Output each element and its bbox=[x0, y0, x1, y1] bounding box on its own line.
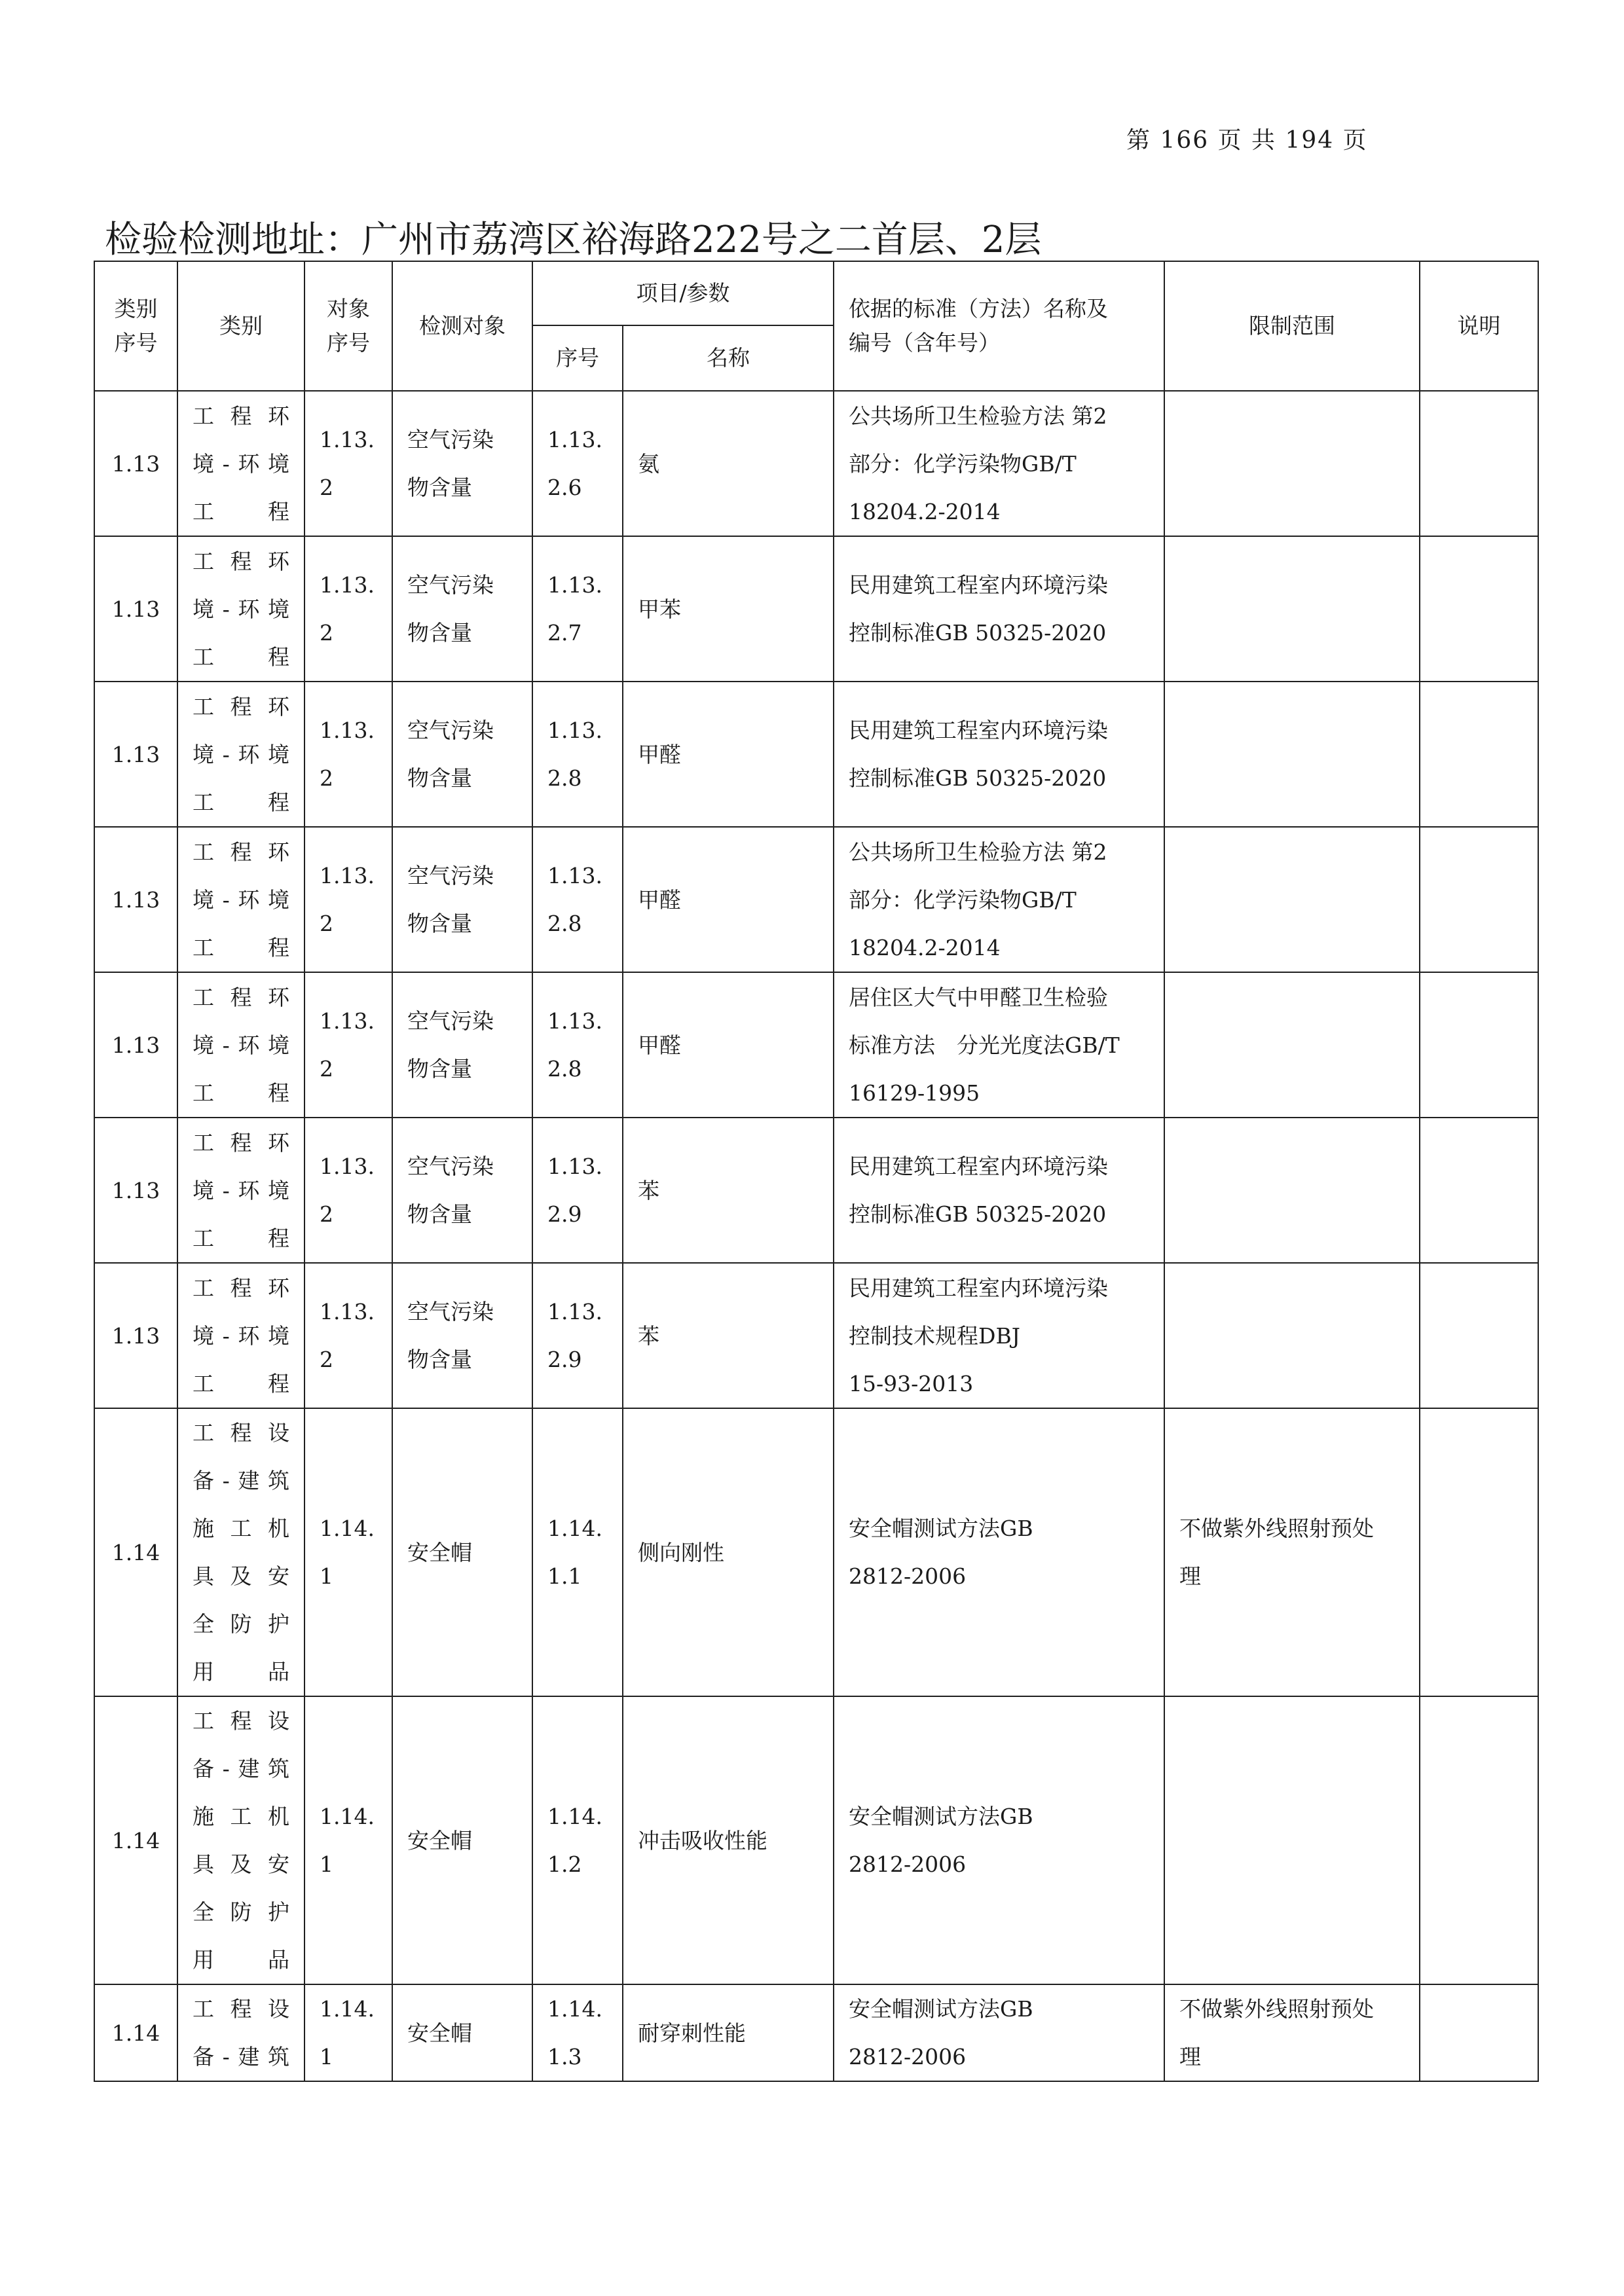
header-standard: 依据的标准（方法）名称及 编号（含年号） bbox=[834, 261, 1164, 391]
row-category: 工程环 境-环境 工程 bbox=[177, 972, 304, 1118]
row-item-no: 1.13. 2.9 bbox=[532, 1118, 623, 1263]
row-note bbox=[1420, 391, 1538, 536]
row-category: 工程环 境-环境 工程 bbox=[177, 536, 304, 682]
header-object: 检测对象 bbox=[392, 261, 532, 391]
row-item-no: 1.13. 2.6 bbox=[532, 391, 623, 536]
row-note bbox=[1420, 1263, 1538, 1408]
testing-address: 检验检测地址：广州市荔湾区裕海路222号之二首层、2层 bbox=[105, 219, 1042, 261]
row-obj-no: 1.13. 2 bbox=[304, 536, 392, 682]
row-note bbox=[1420, 1984, 1538, 2081]
table-row bbox=[94, 827, 1538, 972]
row-object: 安全帽 bbox=[392, 1984, 532, 2081]
row-cat-no: 1.14 bbox=[94, 1408, 177, 1696]
row-limit bbox=[1164, 536, 1420, 682]
row-limit: 不做紫外线照射预处 理 bbox=[1164, 1408, 1420, 1696]
row-obj-no: 1.14. 1 bbox=[304, 1696, 392, 1984]
table-row bbox=[94, 1984, 1538, 2081]
table-row bbox=[94, 1118, 1538, 1263]
row-item-name: 冲击吸收性能 bbox=[623, 1696, 834, 1984]
table-row bbox=[94, 1408, 1538, 1696]
row-object: 安全帽 bbox=[392, 1696, 532, 1984]
row-note bbox=[1420, 1696, 1538, 1984]
row-note bbox=[1420, 972, 1538, 1118]
row-object: 空气污染 物含量 bbox=[392, 536, 532, 682]
row-standard: 公共场所卫生检验方法 第2 部分：化学污染物GB/T 18204.2-2014 bbox=[834, 827, 1164, 972]
row-item-no: 1.14. 1.1 bbox=[532, 1408, 623, 1696]
row-category: 工程环 境-环境 工程 bbox=[177, 1118, 304, 1263]
row-standard: 安全帽测试方法GB 2812-2006 bbox=[834, 1696, 1164, 1984]
row-note bbox=[1420, 827, 1538, 972]
table-row bbox=[94, 1696, 1538, 1984]
row-category: 工程环 境-环境 工程 bbox=[177, 827, 304, 972]
scope-table bbox=[94, 261, 1539, 2082]
row-category: 工程设 备-建筑 施工机 具及安 全防护 用品 bbox=[177, 1696, 304, 1984]
row-object: 空气污染 物含量 bbox=[392, 1118, 532, 1263]
row-item-name: 耐穿刺性能 bbox=[623, 1984, 834, 2081]
row-cat-no: 1.13 bbox=[94, 391, 177, 536]
row-item-no: 1.13. 2.9 bbox=[532, 1263, 623, 1408]
header-obj-no: 对象 序号 bbox=[304, 261, 392, 391]
row-limit bbox=[1164, 1118, 1420, 1263]
row-obj-no: 1.14. 1 bbox=[304, 1408, 392, 1696]
row-object: 空气污染 物含量 bbox=[392, 682, 532, 827]
table-row bbox=[94, 536, 1538, 682]
header-cat-no: 类别 序号 bbox=[94, 261, 177, 391]
row-object: 空气污染 物含量 bbox=[392, 391, 532, 536]
row-object: 空气污染 物含量 bbox=[392, 827, 532, 972]
row-item-name: 苯 bbox=[623, 1118, 834, 1263]
row-category: 工程环 境-环境 工程 bbox=[177, 391, 304, 536]
row-cat-no: 1.13 bbox=[94, 682, 177, 827]
row-item-no: 1.13. 2.8 bbox=[532, 972, 623, 1118]
row-note bbox=[1420, 1408, 1538, 1696]
row-obj-no: 1.13. 2 bbox=[304, 1263, 392, 1408]
header-item-no: 序号 bbox=[532, 325, 623, 391]
row-obj-no: 1.14. 1 bbox=[304, 1984, 392, 2081]
row-category: 工程设 备-建筑 bbox=[177, 1984, 304, 2081]
row-obj-no: 1.13. 2 bbox=[304, 682, 392, 827]
table-row bbox=[94, 1263, 1538, 1408]
row-category: 工程环 境-环境 工程 bbox=[177, 1263, 304, 1408]
row-item-name: 甲醛 bbox=[623, 972, 834, 1118]
row-cat-no: 1.13 bbox=[94, 972, 177, 1118]
row-limit bbox=[1164, 682, 1420, 827]
row-item-no: 1.13. 2.7 bbox=[532, 536, 623, 682]
row-note bbox=[1420, 682, 1538, 827]
row-standard: 民用建筑工程室内环境污染 控制标准GB 50325-2020 bbox=[834, 1118, 1164, 1263]
row-item-name: 甲醛 bbox=[623, 682, 834, 827]
row-object: 安全帽 bbox=[392, 1408, 532, 1696]
row-item-no: 1.14. 1.2 bbox=[532, 1696, 623, 1984]
row-limit bbox=[1164, 1263, 1420, 1408]
row-note bbox=[1420, 536, 1538, 682]
table-row bbox=[94, 391, 1538, 536]
row-standard: 民用建筑工程室内环境污染 控制技术规程DBJ 15-93-2013 bbox=[834, 1263, 1164, 1408]
row-category: 工程环 境-环境 工程 bbox=[177, 682, 304, 827]
header-limit: 限制范围 bbox=[1164, 261, 1420, 391]
row-category: 工程设 备-建筑 施工机 具及安 全防护 用品 bbox=[177, 1408, 304, 1696]
row-object: 空气污染 物含量 bbox=[392, 972, 532, 1118]
row-cat-no: 1.13 bbox=[94, 536, 177, 682]
row-limit: 不做紫外线照射预处 理 bbox=[1164, 1984, 1420, 2081]
table-body bbox=[94, 391, 1538, 2081]
table-row bbox=[94, 972, 1538, 1118]
header-item-name: 名称 bbox=[623, 325, 834, 391]
row-cat-no: 1.14 bbox=[94, 1696, 177, 1984]
row-obj-no: 1.13. 2 bbox=[304, 1118, 392, 1263]
row-item-no: 1.13. 2.8 bbox=[532, 682, 623, 827]
row-item-no: 1.14. 1.3 bbox=[532, 1984, 623, 2081]
row-obj-no: 1.13. 2 bbox=[304, 827, 392, 972]
row-standard: 居住区大气中甲醛卫生检验 标准方法 分光光度法GB/T 16129-1995 bbox=[834, 972, 1164, 1118]
table-row bbox=[94, 682, 1538, 827]
header-category: 类别 bbox=[177, 261, 304, 391]
row-cat-no: 1.13 bbox=[94, 827, 177, 972]
row-cat-no: 1.13 bbox=[94, 1118, 177, 1263]
row-limit bbox=[1164, 972, 1420, 1118]
row-item-name: 甲醛 bbox=[623, 827, 834, 972]
row-item-no: 1.13. 2.8 bbox=[532, 827, 623, 972]
row-item-name: 氨 bbox=[623, 391, 834, 536]
row-item-name: 甲苯 bbox=[623, 536, 834, 682]
table-header bbox=[94, 261, 1538, 391]
row-obj-no: 1.13. 2 bbox=[304, 391, 392, 536]
header-item-group: 项目/参数 bbox=[532, 261, 834, 325]
row-cat-no: 1.13 bbox=[94, 1263, 177, 1408]
row-standard: 安全帽测试方法GB 2812-2006 bbox=[834, 1408, 1164, 1696]
row-cat-no: 1.14 bbox=[94, 1984, 177, 2081]
row-item-name: 苯 bbox=[623, 1263, 834, 1408]
header-note: 说明 bbox=[1420, 261, 1538, 391]
row-object: 空气污染 物含量 bbox=[392, 1263, 532, 1408]
page-number: 第 166 页 共 194 页 bbox=[1126, 127, 1368, 154]
row-standard: 民用建筑工程室内环境污染 控制标准GB 50325-2020 bbox=[834, 682, 1164, 827]
row-standard: 公共场所卫生检验方法 第2 部分：化学污染物GB/T 18204.2-2014 bbox=[834, 391, 1164, 536]
row-standard: 安全帽测试方法GB 2812-2006 bbox=[834, 1984, 1164, 2081]
row-note bbox=[1420, 1118, 1538, 1263]
row-item-name: 侧向刚性 bbox=[623, 1408, 834, 1696]
row-standard: 民用建筑工程室内环境污染 控制标准GB 50325-2020 bbox=[834, 536, 1164, 682]
row-limit bbox=[1164, 1696, 1420, 1984]
row-limit bbox=[1164, 827, 1420, 972]
row-limit bbox=[1164, 391, 1420, 536]
row-obj-no: 1.13. 2 bbox=[304, 972, 392, 1118]
